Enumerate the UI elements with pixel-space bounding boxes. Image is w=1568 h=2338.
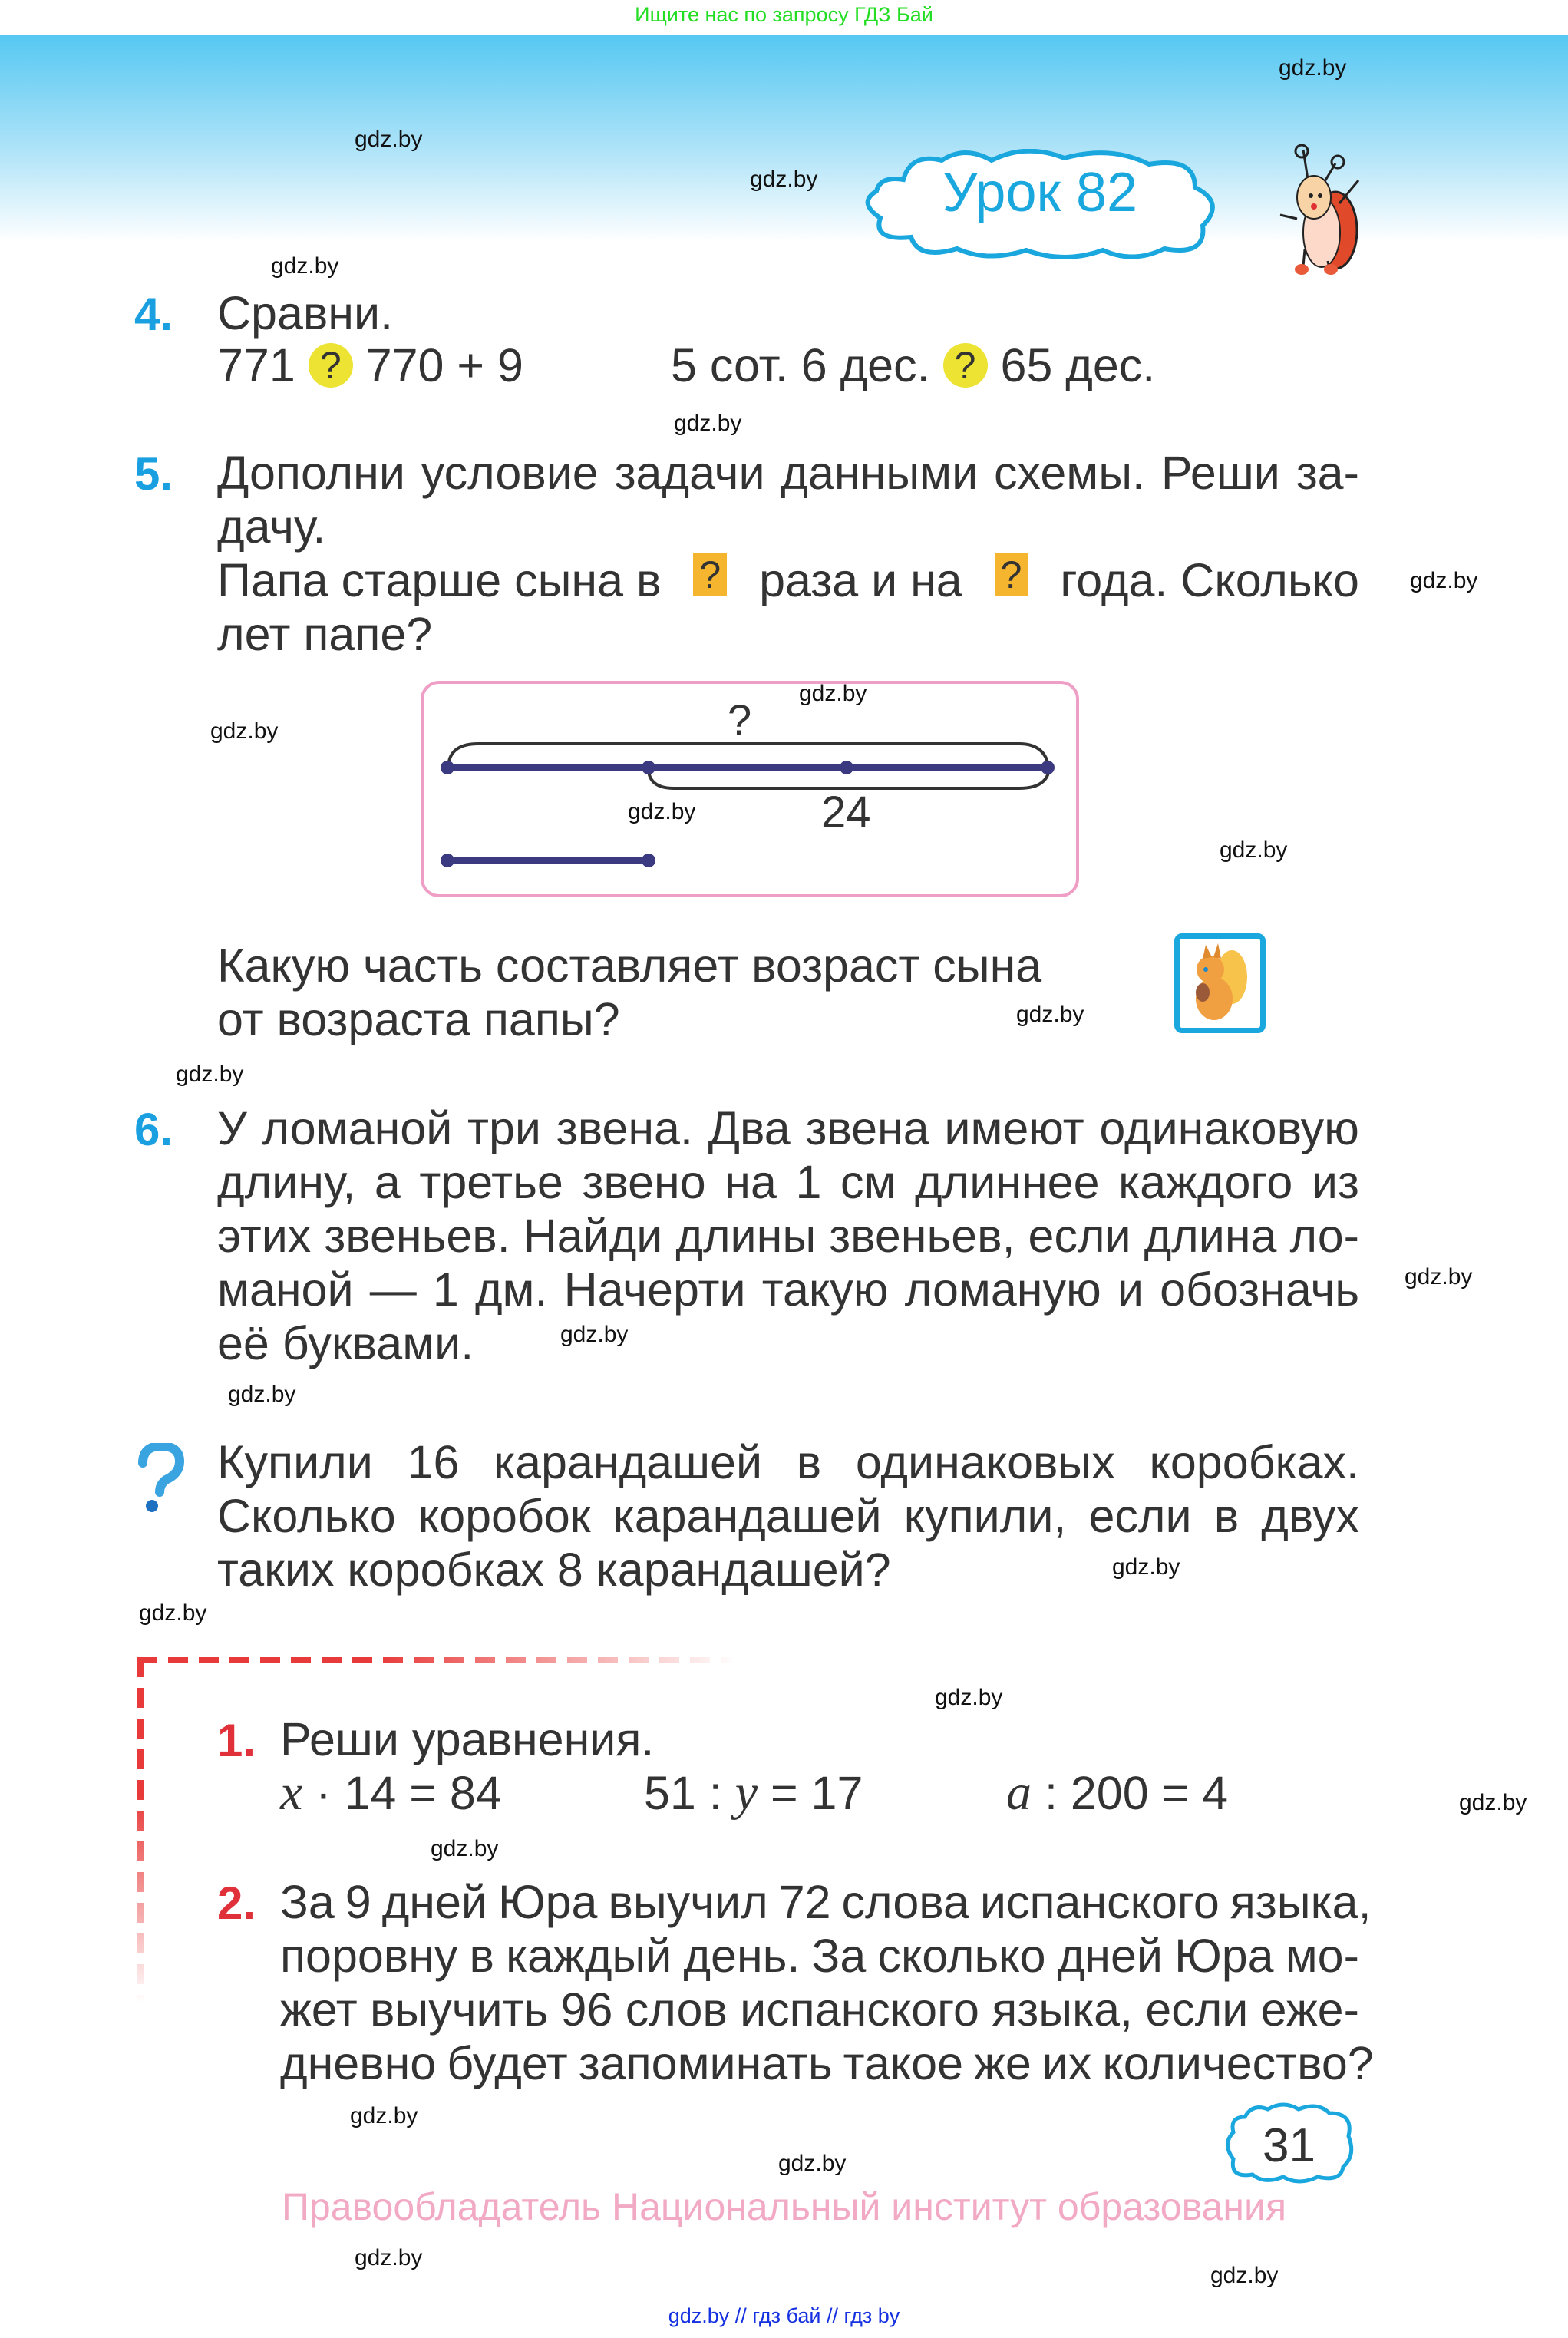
review-number-1: 1.: [217, 1715, 256, 1766]
word: купили,: [903, 1490, 1067, 1542]
watermark: gdz.by: [1210, 2263, 1279, 2288]
missing-value-mark-icon: ?: [995, 553, 1028, 596]
segment-point: [840, 761, 853, 774]
word: поровну: [280, 1930, 458, 1982]
word: если: [1145, 1983, 1249, 2036]
word: 1: [795, 1156, 822, 1208]
word: в: [1213, 1490, 1240, 1542]
review-frame-left: [137, 1657, 144, 2003]
word: Юра: [1174, 1930, 1274, 1982]
word: маной: [217, 1263, 354, 1316]
word: жет: [280, 1983, 358, 2036]
review1-title: Реши уравнения.: [280, 1713, 655, 1765]
word: задачи: [614, 447, 765, 499]
watermark: gdz.by: [750, 167, 818, 192]
watermark: gdz.by: [139, 1600, 207, 1626]
word: длины: [675, 1210, 817, 1262]
missing-value-mark-icon: ?: [693, 553, 727, 596]
word: Два: [708, 1102, 791, 1154]
word: ломаную: [904, 1263, 1101, 1316]
word: Начерти: [563, 1263, 746, 1316]
task6-line: [217, 1263, 1359, 1316]
word: и: [1117, 1263, 1144, 1316]
task5-line: лет папе?: [217, 608, 433, 660]
word: звеньев,: [829, 1210, 1015, 1262]
task6-line: [217, 1155, 1359, 1209]
word: Юра: [498, 1876, 598, 1928]
word: ломаной: [262, 1102, 453, 1154]
task4-right-b: 65 дес.: [1000, 339, 1156, 391]
watermark: gdz.by: [1279, 55, 1347, 81]
segment-point: [642, 761, 655, 774]
word: а: [374, 1156, 401, 1208]
task5-line3-a: Папа старше сына в: [217, 554, 662, 606]
word: —: [369, 1263, 417, 1316]
word: языка,: [992, 1983, 1133, 2036]
word: схемы.: [994, 447, 1146, 499]
eq2-pre: 51 :: [644, 1767, 735, 1819]
word: длиннее: [915, 1156, 1100, 1208]
word: За: [280, 1876, 335, 1928]
word: каждого: [1118, 1156, 1293, 1208]
task5-line3-b: раза и на: [759, 554, 962, 606]
task4-left-expression: [217, 338, 523, 392]
equation-1: [280, 1766, 502, 1820]
word: 96: [560, 1983, 613, 2036]
eq3-variable: a: [1006, 1765, 1032, 1821]
page-number: 31: [1263, 2119, 1315, 2172]
watermark: gdz.by: [1405, 1264, 1473, 1290]
word: звено: [582, 1156, 706, 1208]
word: три: [467, 1102, 541, 1154]
word: данными: [781, 447, 979, 499]
word: одинаковую: [1099, 1102, 1359, 1154]
copyright-notice: Правообладатель Национальный институт образования: [281, 2185, 1287, 2228]
segment-point: [441, 761, 454, 774]
word: коробок: [418, 1490, 591, 1542]
word: Найди: [523, 1210, 663, 1262]
segment-point: [1041, 761, 1055, 774]
watermark: gdz.by: [176, 1062, 244, 1087]
squirrel-hint-icon: [1174, 933, 1266, 1033]
word: этих: [217, 1210, 312, 1262]
word: условие: [421, 447, 599, 499]
task5-line: дачу.: [217, 500, 326, 553]
task4-left-b: 770 + 9: [365, 339, 523, 391]
watermark: gdz.by: [210, 718, 279, 744]
extra-task-line: таких коробках 8 карандашей?: [217, 1544, 891, 1596]
word: звена.: [556, 1102, 693, 1154]
eq2-rest: = 17: [758, 1767, 863, 1819]
word: мо-: [1285, 1930, 1359, 1982]
word: выучить: [369, 1983, 549, 2036]
equation-2: [644, 1766, 863, 1820]
word: из: [1311, 1156, 1359, 1208]
eq2-variable: y: [734, 1765, 758, 1821]
word: дней: [381, 1876, 487, 1928]
word: длину,: [217, 1156, 356, 1208]
word: карандашей: [494, 1436, 763, 1488]
word: будет: [447, 2037, 568, 2089]
watermark: gdz.by: [674, 411, 742, 436]
task6-line: [217, 1209, 1359, 1263]
word: слов: [625, 1983, 728, 2036]
task5-question-line: Какую часть составляет возраст сына: [217, 939, 1042, 992]
extra-task-line: [217, 1435, 1359, 1489]
watermark: gdz.by: [355, 2245, 423, 2270]
segment-point: [642, 854, 655, 867]
watermark: gdz.by: [431, 1836, 499, 1861]
watermark: gdz.by: [628, 799, 696, 824]
watermark: gdz.by: [935, 1685, 1003, 1710]
word: дней: [1057, 1930, 1163, 1982]
task6-line: [217, 1101, 1359, 1155]
lesson-title: Урок 82: [942, 162, 1138, 223]
watermark: gdz.by: [228, 1382, 296, 1407]
word: длина: [1144, 1210, 1277, 1262]
word: одинаковых: [855, 1436, 1115, 1488]
eq1-rest: · 14 = 84: [302, 1767, 502, 1819]
task5-question-line: от возраста папы?: [217, 993, 620, 1045]
task5-line3-c: года. Сколько: [1060, 554, 1359, 606]
watermark: gdz.by: [355, 127, 423, 152]
word: их: [1041, 2037, 1092, 2089]
watermark: gdz.by: [350, 2103, 418, 2128]
ladybug-icon: [1274, 142, 1372, 276]
word: дм.: [474, 1263, 548, 1316]
extra-task-line: [217, 1489, 1359, 1543]
word: каждый: [506, 1930, 672, 1982]
word: сколько: [877, 1930, 1046, 1982]
word: Реши: [1160, 447, 1280, 499]
word: такую: [761, 1263, 889, 1316]
review2-line: [280, 1929, 1359, 1983]
segment-point: [441, 854, 454, 867]
word: дневно: [280, 2037, 437, 2089]
task-number-6: 6.: [134, 1104, 173, 1155]
review-number-2: 2.: [217, 1877, 256, 1929]
task4-right-a: 5 сот. 6 дес.: [671, 339, 930, 391]
word: испанского: [979, 1876, 1220, 1928]
top-note: Ищите нас по запросу ГДЗ Бай: [635, 3, 933, 26]
word: имеют: [944, 1102, 1084, 1154]
watermark: gdz.by: [1220, 837, 1288, 863]
word: коробках.: [1149, 1436, 1359, 1488]
word: на: [725, 1156, 777, 1208]
watermark: gdz.by: [560, 1322, 629, 1347]
word: в: [796, 1436, 822, 1488]
word: Сколько: [217, 1490, 396, 1542]
word: день.: [683, 1930, 801, 1982]
equation-3: [1006, 1766, 1228, 1820]
eq1-variable: x: [280, 1765, 303, 1821]
word: за-: [1296, 447, 1359, 499]
task4-title: Сравни.: [217, 287, 394, 339]
diagram-question-label: ?: [728, 695, 752, 744]
task6-line: её буквами.: [217, 1317, 474, 1369]
word: запоминать: [578, 2037, 833, 2089]
word: карандашей: [612, 1490, 882, 1542]
word: еже-: [1260, 1983, 1359, 2036]
word: если: [1088, 1490, 1192, 1542]
watermark: gdz.by: [799, 681, 867, 706]
review2-line: [280, 1983, 1359, 2036]
word: 1: [432, 1263, 459, 1316]
word: звена: [805, 1102, 929, 1154]
upper-brace: [449, 744, 1048, 765]
watermark: gdz.by: [1410, 568, 1478, 593]
diagram-value-label: 24: [821, 788, 871, 837]
compare-mark-question-icon: ?: [309, 343, 353, 388]
word: же: [974, 2037, 1032, 2089]
word: в: [469, 1930, 494, 1982]
word: выучил: [608, 1876, 768, 1928]
word: двух: [1261, 1490, 1359, 1542]
word: если: [1028, 1210, 1131, 1262]
word: звеньев.: [324, 1210, 510, 1262]
word: количество?: [1102, 2037, 1374, 2089]
word: Дополни: [217, 447, 405, 499]
word: За: [811, 1930, 867, 1982]
compare-mark-question-icon: ?: [943, 343, 988, 388]
word: ло-: [1289, 1210, 1359, 1262]
word: такое: [843, 2037, 964, 2089]
word: см: [840, 1156, 896, 1208]
word: слова: [841, 1876, 969, 1928]
review-frame-top: [137, 1657, 736, 1663]
task-number-4: 4.: [134, 289, 173, 340]
word: языка,: [1230, 1876, 1372, 1928]
word: 9: [345, 1876, 371, 1928]
watermark: gdz.by: [271, 253, 339, 279]
watermark: gdz.by: [1459, 1790, 1527, 1815]
task4-right-expression: [671, 338, 1155, 392]
watermark: gdz.by: [1016, 1002, 1084, 1027]
word: 72: [778, 1876, 831, 1928]
word: Купили: [217, 1436, 373, 1488]
eq3-rest: : 200 = 4: [1032, 1767, 1229, 1819]
footer-links[interactable]: gdz.by // гдз бай // гдз by: [668, 2304, 900, 2327]
word: испанского: [740, 1983, 979, 2036]
word: обозначь: [1160, 1263, 1359, 1316]
task5-line: [217, 553, 1359, 607]
word: У: [217, 1102, 247, 1154]
task4-left-a: 771: [217, 339, 295, 391]
question-mark-icon: [135, 1443, 184, 1514]
watermark: gdz.by: [778, 2151, 847, 2176]
review2-line: [280, 2036, 1374, 2090]
review2-line: [280, 1875, 1372, 1929]
task-number-5: 5.: [134, 448, 173, 500]
task5-line: [217, 446, 1359, 500]
word: третье: [419, 1156, 563, 1208]
watermark: gdz.by: [1112, 1554, 1180, 1580]
word: 16: [407, 1436, 460, 1488]
